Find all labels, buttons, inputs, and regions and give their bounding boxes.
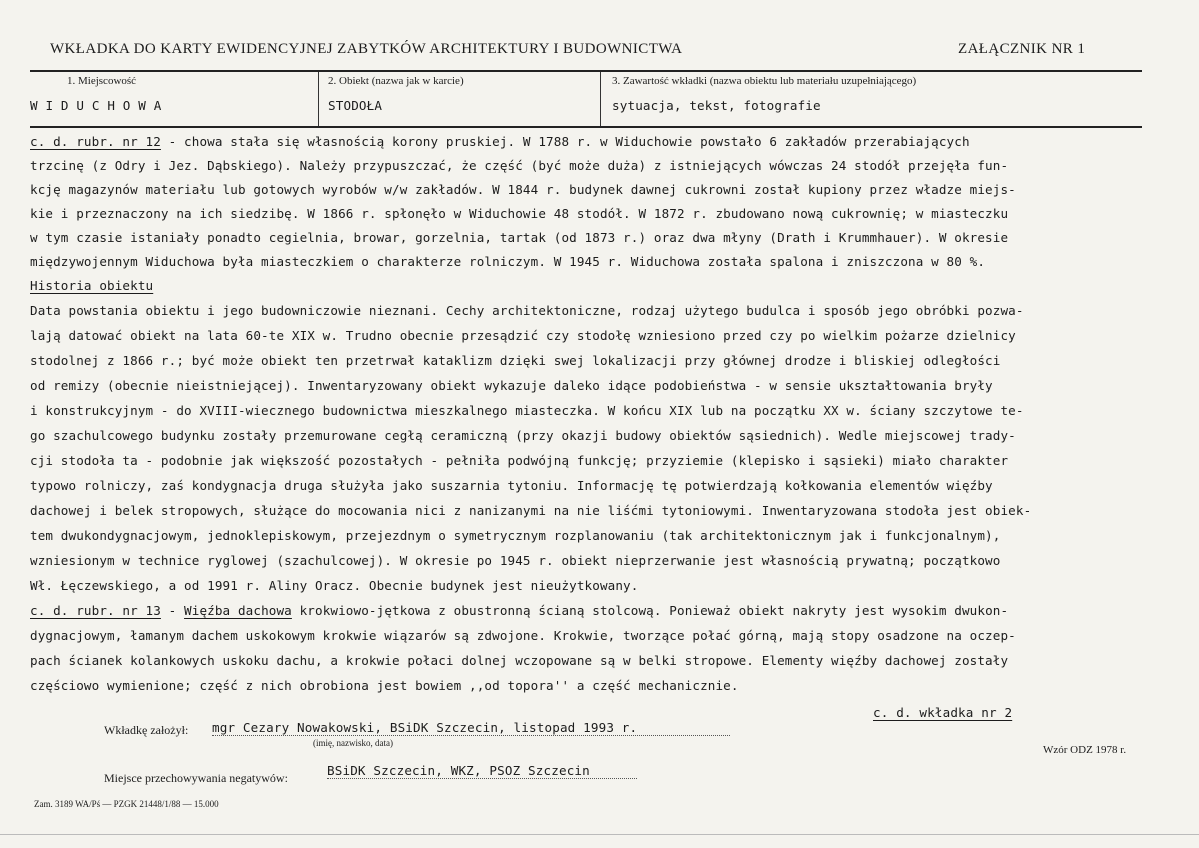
body-line: międzywojennym Widuchowa była miasteczkiem o charakterze rolniczym. W 1945 r. Widuchowa została spalona i zniszczona w 80 %.	[30, 254, 986, 269]
body-line: kie i przeznaczony na ich siedzibę. W 1866 r. spłonęło w Widuchowie 48 stodół. W 1872 r. zbudowano nową cukrownię; w miasteczku	[30, 206, 1009, 221]
content-value: sytuacja, tekst, fotografie	[612, 98, 821, 113]
object-value: STODOŁA	[328, 98, 383, 113]
form-title: WKŁADKA DO KARTY EWIDENCYJNEJ ZABYTKÓW ARCHITEKTURY I BUDOWNICTWA	[50, 41, 683, 57]
form-code: Wzór ODZ 1978 r.	[1043, 744, 1127, 756]
rubric-reference: c. d. rubr. nr 12	[30, 134, 161, 149]
body-line: i konstrukcyjnym - do XVIII-wiecznego budownictwa mieszkalnego miasteczka. W końcu XIX lub na początku XX w. ściany szczytowe te-	[30, 403, 1024, 418]
body-line: częściowo wymienione; część z nich obrobiona jest bowiem ,,od topora'' a część mechanicznie.	[30, 678, 739, 693]
body-line: Data powstania obiektu i jego budowniczowie nieznani. Cechy architektoniczne, rodzaj użytego budulca i sposób jego obróbki pozwa-	[30, 303, 1024, 318]
header-bottom-rule	[30, 126, 1142, 128]
body-line: w tym czasie istaniały ponadto cegielnia, browar, gorzelnia, tartak (od 1873 r.) oraz dwa młyny (Drath i Krummhauer). W okresie	[30, 230, 1009, 245]
founder-value: mgr Cezary Nowakowski, BSiDK Szczecin, listopad 1993 r.	[212, 720, 730, 736]
body-line: cji stodoła ta - podobnie jak większość pozostałych - pełniła podwójną funkcję; przyziemie (klepisko i sąsieki) miało charakter	[30, 453, 1009, 468]
body-line: tem dwukondygnacjowym, jednoklepiskowym, przejezdnym o symetrycznym rozplanowaniu (tak architektonicznym jak i funkcjonalnym),	[30, 528, 1001, 543]
body-line: go szachulcowego budynku zostały przemurowane cegłą ceramiczną (przy okazji budowy obiektów sąsiednich). Wedle miejscowej trady-	[30, 428, 1016, 443]
column-divider-2	[600, 72, 601, 126]
body-line: pach ścianek kolankowych uskoku dachu, a krokwie połaci dolnej wczopowane są w belki stropowe. Elementy więźby dachowej zostały	[30, 653, 1009, 668]
body-line: dygnacjowym, łamanym dachem uskokowym krokwie wiązarów są zdwojone. Krokwie, tworzące połać górną, mają stopy osadzone na oczep-	[30, 628, 1016, 643]
founder-hint: (imię, nazwisko, data)	[313, 738, 393, 748]
body-line: stodolnej z 1866 r.; być może obiekt ten przetrwał kataklizm dzięki swej lokalizacji przy głównej drodze i bliskiej odległości	[30, 353, 1001, 368]
header-top-rule	[30, 70, 1142, 72]
body-line: Wł. Łęczewskiego, a od 1991 r. Aliny Oracz. Obecnie budynek jest nieużytkowany.	[30, 578, 639, 593]
annex-number: ZAŁĄCZNIK NR 1	[958, 41, 1086, 57]
founder-label: Wkładkę założył:	[104, 723, 189, 737]
body-line: dachowej i belek stropowych, służące do mocowania nici z nanizanymi na nie liśćmi tytoniowymi. Inwentaryzowana stodoła jest obiek-	[30, 503, 1032, 518]
body-line: lają datować obiekt na lata 60-te XIX w. Trudno obecnie przesądzić czy stodołę wzniesiono przed czy po wielkim pożarze dzielnicy	[30, 328, 1016, 343]
topic-heading: Więźba dachowa	[184, 603, 292, 618]
body-line: typowo rolniczy, zaś kondygnacja druga służyła jako suszarnia tytoniu. Informację tę potwierdzają kołkowania elementów więźby	[30, 478, 993, 493]
body-line: od remizy (obecnie nieistniejącej). Inwentaryzowany obiekt wykazuje daleko idące podobieństwa - w sensie ukształtowania bryły	[30, 378, 993, 393]
content-label: 3. Zawartość wkładki (nazwa obiektu lub materiału uzupełniającego)	[612, 75, 917, 87]
section-heading: Historia obiektu	[30, 278, 154, 293]
body-text: - chowa stała się własnością korony pruskiej. W 1788 r. w Widuchowie powstało 6 zakładów przerabiających	[160, 134, 970, 149]
page-fold-line	[0, 834, 1199, 835]
rubric-reference: c. d. rubr. nr 13	[30, 603, 161, 618]
negatives-label: Miejsce przechowywania negatywów:	[104, 771, 288, 785]
body-text: krokwiowo-jętkowa z obustronną ścianą stolcową. Ponieważ obiekt nakryty jest wysokim dwukon-	[291, 603, 1009, 618]
continued-note: c. d. wkładka nr 2	[873, 705, 1013, 720]
object-label: 2. Obiekt (nazwa jak w karcie)	[328, 75, 464, 87]
body-line	[30, 134, 970, 149]
body-text: -	[160, 603, 185, 618]
body-line: kcję magazynów materiału lub gotowych wyrobów w/w zakładów. W 1844 r. budynek dawnej cukrowni został kupiony przez władze miejs-	[30, 182, 1016, 197]
body-line: wzniesionym w technice ryglowej (szachulcowej). W okresie po 1945 r. obiekt nieprzerwanie jest własnością prywatną; początkowo	[30, 553, 1001, 568]
locality-label: 1. Miejscowość	[67, 75, 137, 87]
body-line	[30, 603, 1008, 618]
print-info: Zam. 3189 WA/Pś — PZGK 21448/1/88 — 15.000	[34, 799, 219, 809]
body-line: trzcinę (z Odry i Jez. Dąbskiego). Należy przypuszczać, że część (być może duża) z istniejących wówczas 24 stodół przejęła fun-	[30, 158, 1009, 173]
negatives-value: BSiDK Szczecin, WKZ, PSOZ Szczecin	[327, 763, 637, 779]
column-divider-1	[318, 72, 319, 126]
locality-value: W I D U C H O W A	[30, 98, 162, 113]
